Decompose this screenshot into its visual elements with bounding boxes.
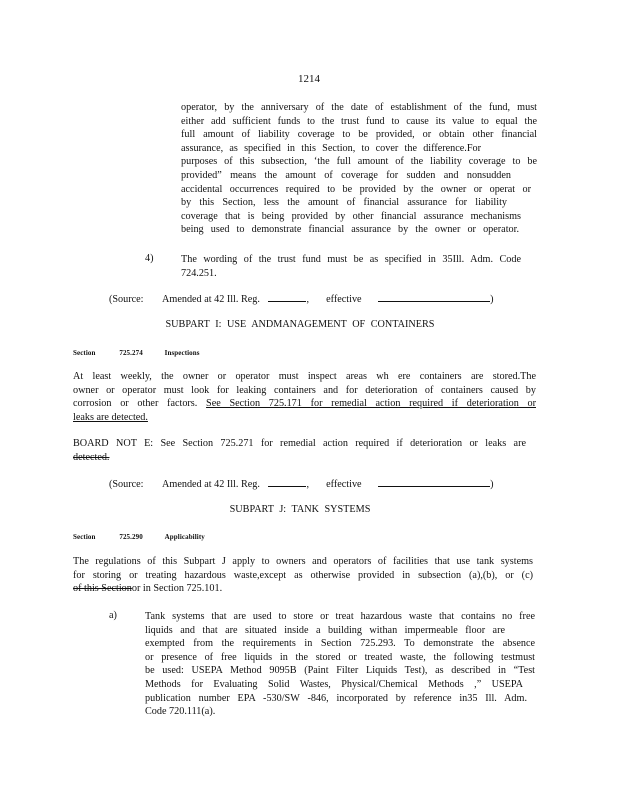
text-line: full amount of liability coverage to be provided, or obtain other financial: [181, 129, 537, 141]
text-line: assurance, as specified in this Section, to cover the difference.For: [181, 142, 481, 154]
section-number: 725.290: [119, 533, 143, 541]
board-note: [73, 437, 526, 464]
text-line: accidental occurrences required to be provided by the owner or operat or: [181, 183, 531, 195]
text-line: operator, by the anniversary of the date of establishment of the fund, must: [181, 102, 537, 113]
text-line: [73, 451, 526, 465]
section-725-274-heading: [73, 349, 200, 357]
text-line: be used: USEPA Method 9095B (Paint Filter Liquids Test), as described in “Test: [145, 665, 535, 677]
text-line: or presence of free liquids in the stored or treated waste, the following testmust: [145, 651, 535, 663]
text-line: either add sufficient funds to the trust fund to cause its value to equal the: [181, 115, 537, 127]
section-title: Inspections: [164, 349, 200, 357]
comma: ,: [306, 294, 310, 305]
item-number: a): [109, 610, 117, 621]
text-line: Code 720.111(a).: [145, 706, 216, 718]
deleted-text: detected.: [73, 451, 110, 463]
text-line: At least weekly, the owner or operator must inspect areas wh ere containers are stored.The: [73, 371, 536, 382]
source-note-1: [109, 292, 509, 307]
source-text: Amended at 42 Ill. Reg.: [162, 479, 260, 490]
plain-text: corrosion or other factors.: [73, 398, 198, 410]
text-line: The wording of the trust fund must be as specified in 35Ill. Adm. Code: [181, 254, 521, 265]
source-text: Amended at 42 Ill. Reg.: [162, 294, 260, 305]
text-line: owner or operator must look for leaking containers and for deterioration of containers caused by: [73, 384, 536, 396]
register-number-blank: [268, 477, 306, 487]
register-number-blank: [268, 292, 306, 302]
continued-paragraph: [181, 101, 537, 237]
close-paren: ): [490, 294, 494, 305]
section-title: Applicability: [164, 533, 205, 541]
section-725-290-heading: [73, 533, 205, 541]
text-line: Tank systems that are used to store or treat hazardous waste that contains no free: [145, 611, 535, 622]
text-line: for storing or treating hazardous waste,except as otherwise provided in subsection (a),(b), or (c): [73, 569, 533, 581]
page-number: 1214: [298, 73, 320, 85]
source-note-2: [109, 477, 509, 492]
text-line: exempted from the requirements in Section 725.293. To demonstrate the absence: [145, 638, 535, 650]
source-prefix: (Source:: [109, 294, 144, 305]
section-number: 725.274: [119, 349, 143, 357]
subpart-i-heading: SUBPART I: USE ANDMANAGEMENT OF CONTAINERS: [165, 319, 435, 330]
close-paren: ): [490, 479, 494, 490]
comma: ,: [306, 479, 310, 490]
effective-date-blank: [378, 477, 490, 487]
inserted-text: See Section 725.171 for remedial action required if deterioration or: [206, 398, 536, 410]
text-line: [73, 397, 536, 411]
item-4-text: [181, 253, 521, 280]
text-line: [73, 582, 533, 596]
item-number: 4): [145, 253, 154, 264]
inserted-text: leaks are detected.: [73, 411, 148, 423]
text-line: The regulations of this Subpart J apply to owners and operators of facilities that use tank systems: [73, 556, 533, 567]
text-line: liquids and that are situated inside a building withan impermeable floor are: [145, 624, 505, 636]
text-line: publication number EPA -530/SW -846, incorporated by reference in35 Ill. Adm.: [145, 692, 527, 704]
text-line: being used to demonstrate financial assurance by the owner or operator.: [181, 224, 519, 236]
effective-date-blank: [378, 292, 490, 302]
plain-text: or in Section 725.101.: [131, 583, 223, 595]
text-line: BOARD NOT E: See Section 725.271 for remedial action required if deterioration or leaks are: [73, 438, 526, 449]
inspections-paragraph: [73, 370, 536, 424]
item-a-text: [145, 610, 535, 719]
source-prefix: (Source:: [109, 479, 144, 490]
text-line: Methods for Evaluating Solid Wastes, Physical/Chemical Methods ,” USEPA: [145, 678, 523, 690]
text-line: coverage that is being provided by other financial assurance mechanisms: [181, 210, 521, 222]
text-line: 724.251.: [181, 267, 217, 279]
deleted-text: of this Section: [73, 583, 132, 595]
effective-label: effective: [326, 294, 362, 305]
subpart-j-heading: SUBPART J: TANK SYSTEMS: [229, 504, 371, 515]
section-label: Section: [73, 533, 96, 541]
applicability-paragraph: [73, 555, 533, 596]
section-label: Section: [73, 349, 96, 357]
text-line: by this Section, less the amount of financial assurance for liability: [181, 197, 507, 209]
text-line: provided” means the amount of coverage for sudden and nonsudden: [181, 169, 511, 181]
text-line: purposes of this subsection, ‘the full amount of the liability coverage to be: [181, 156, 537, 168]
effective-label: effective: [326, 479, 362, 490]
text-line: [73, 411, 536, 425]
